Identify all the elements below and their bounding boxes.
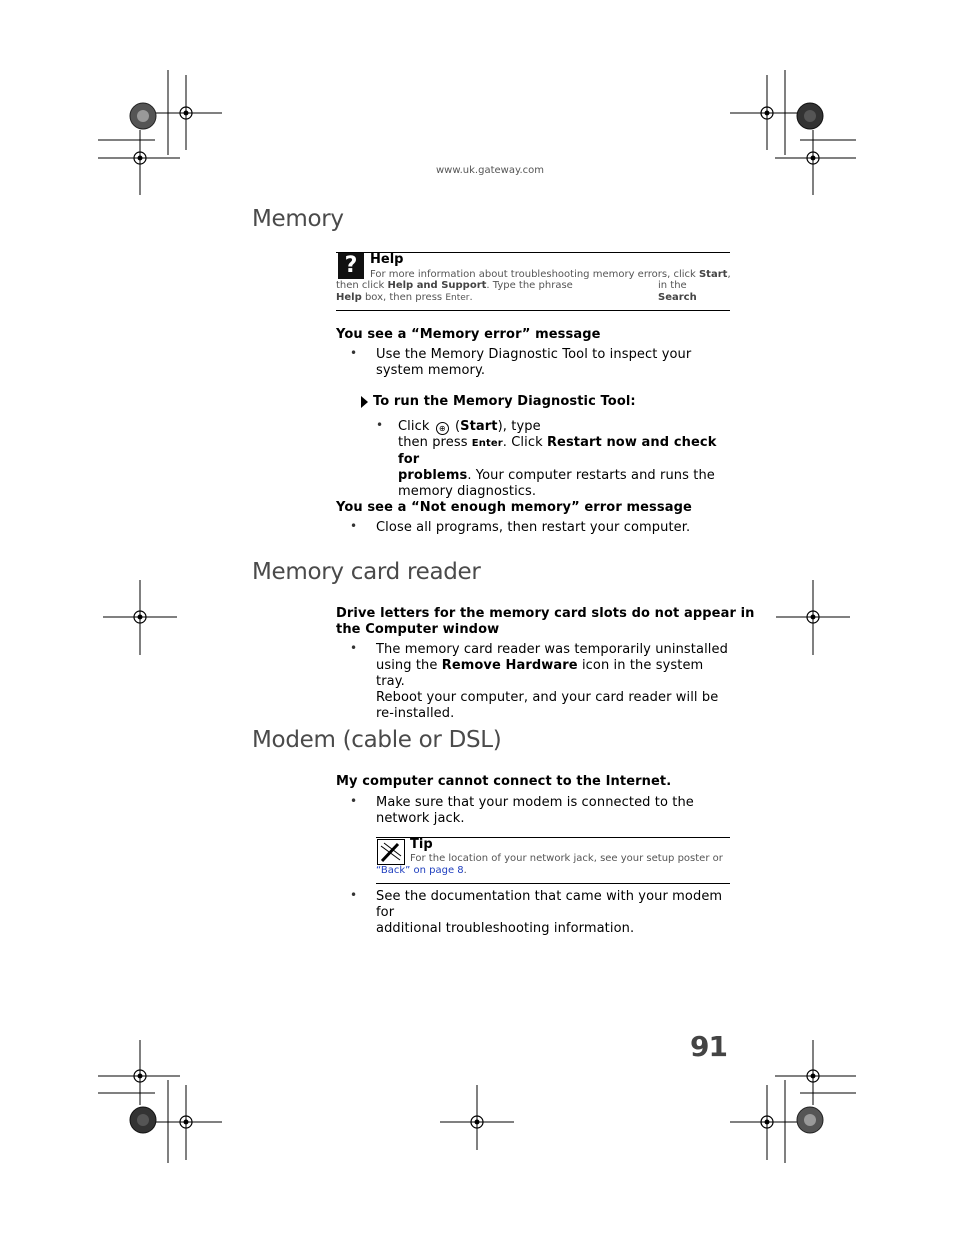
help-line2: then click Help and Support. Type the phrase in the Search [336,280,697,303]
help-line1: For more information about troubleshooting memory errors, click Start, [370,269,731,280]
memory-heading: Memory [252,206,344,232]
tip-pencil-icon [377,839,405,865]
procedure-step: Click ⊕ (Start), type then press Enter. Click Restart now and check for problems. Your computer restarts and runs the memory diagnostics. [398,419,717,499]
modem-bullet-1: Make sure that your modem is connected to the network jack. [376,795,694,826]
bullet-icon: • [350,346,358,360]
card-reader-heading: Memory card reader [252,559,481,585]
modem-bullet-2: See the documentation that came with your modem for additional troubleshooting information. [376,889,723,936]
memory-error-bullet: Use the Memory Diagnostic Tool to inspect your system memory. [376,347,692,378]
card-reader-issue-title: Drive letters for the memory card slots do not appear in the Computer window [336,606,755,637]
procedure-arrow-icon [361,396,368,408]
tip-text: For the location of your network jack, see your setup poster or [410,853,723,864]
bullet-icon: • [350,888,358,902]
help-label: Help [370,252,404,267]
tip-bottom-rule [376,883,730,884]
tip-link-line: “Back” on page 8. [376,865,467,876]
modem-issue-title: My computer cannot connect to the Internet. [336,774,672,789]
help-bottom-rule [336,310,730,311]
page-url: www.uk.gateway.com [436,165,544,176]
card-reader-bullet: The memory card reader was temporarily uninstalled using the Remove Hardware icon in the system tray. Reboot your computer, and your card reader will be re-installed. [376,642,728,721]
bullet-icon: • [350,519,358,533]
tip-label: Tip [410,837,433,852]
bullet-icon: • [376,418,384,432]
page-number: 91 [690,1030,727,1063]
procedure-title: To run the Memory Diagnostic Tool: [373,394,636,409]
windows-start-icon: ⊕ [436,422,449,435]
back-page-link[interactable]: “Back” on page 8 [376,865,464,876]
memory-error-title: You see a “Memory error” message [336,327,601,342]
bullet-icon: • [350,794,358,808]
bullet-icon: • [350,641,358,655]
help-question-icon: ? [338,253,364,279]
not-enough-memory-title: You see a “Not enough memory” error message [336,500,692,515]
help-line3: Help box, then press Enter. [336,292,473,303]
modem-heading: Modem (cable or DSL) [252,727,502,753]
not-enough-memory-bullet: Close all programs, then restart your computer. [376,520,691,535]
